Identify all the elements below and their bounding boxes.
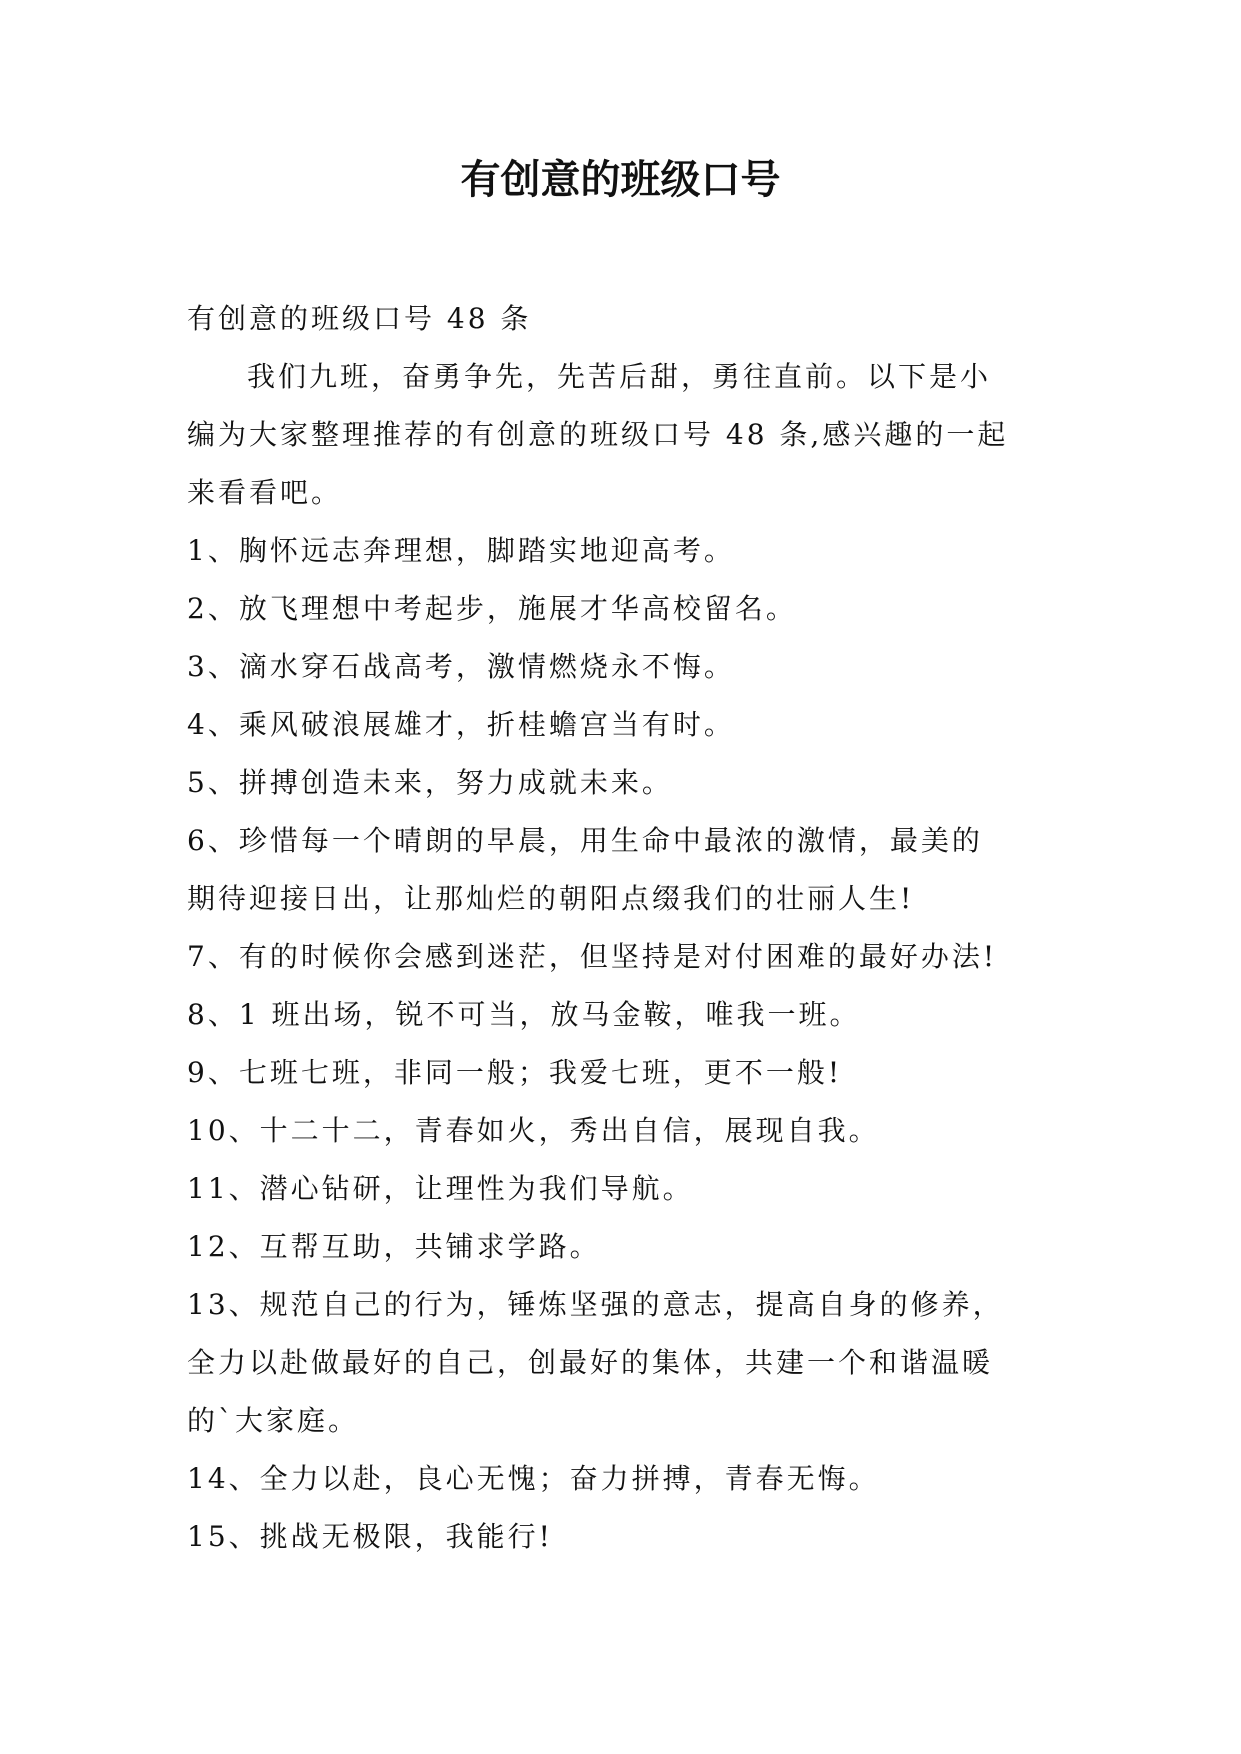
slogan-line: 5、拼搏创造未来，努力成就未来。 — [187, 766, 673, 799]
slogan-line: 14、全力以赴，良心无愧；奋力拼搏，青春无悔。 — [187, 1462, 880, 1495]
page-title: 有创意的班级口号 — [460, 157, 781, 203]
slogan-line: 11、潜心钻研，让理性为我们导航。 — [187, 1172, 694, 1205]
intro-line: 我们九班，奋勇争先，先苦后甜，勇往直前。以下是小 — [247, 360, 992, 393]
slogan-line: 15、挑战无极限，我能行! — [187, 1520, 553, 1553]
slogan-line: 6、珍惜每一个晴朗的早晨，用生命中最浓的激情，最美的 — [187, 824, 983, 857]
subtitle: 有创意的班级口号 48 条 — [187, 302, 532, 335]
slogan-line: 13、规范自己的行为，锤炼坚强的意志，提高自身的修养， — [187, 1288, 1004, 1321]
slogan-line: 期待迎接日出，让那灿烂的朝阳点缀我们的壮丽人生! — [187, 882, 915, 915]
slogan-line: 9、七班七班，非同一般；我爱七班，更不一般! — [187, 1056, 843, 1089]
slogan-line: 的`大家庭。 — [187, 1404, 360, 1437]
slogan-line: 10、十二十二，青春如火，秀出自信，展现自我。 — [187, 1114, 880, 1147]
intro-line: 来看看吧。 — [187, 476, 343, 509]
slogan-line: 7、有的时候你会感到迷茫，但坚持是对付困难的最好办法! — [187, 940, 998, 973]
slogan-line: 4、乘风破浪展雄才，折桂蟾宫当有时。 — [187, 708, 735, 741]
intro-line: 编为大家整理推荐的有创意的班级口号 48 条,感兴趣的一起 — [187, 418, 1009, 451]
document-body — [187, 290, 1057, 1566]
slogan-line: 1、胸怀远志奔理想，脚踏实地迎高考。 — [187, 534, 735, 567]
slogan-line: 全力以赴做最好的自己，创最好的集体，共建一个和谐温暖 — [187, 1346, 994, 1379]
slogan-line: 12、互帮互助，共铺求学路。 — [187, 1230, 601, 1263]
slogan-line: 3、滴水穿石战高考，激情燃烧永不悔。 — [187, 650, 735, 683]
slogan-line: 2、放飞理想中考起步，施展才华高校留名。 — [187, 592, 797, 625]
slogan-line: 8、1 班出场，锐不可当，放马金鞍，唯我一班。 — [187, 998, 861, 1031]
